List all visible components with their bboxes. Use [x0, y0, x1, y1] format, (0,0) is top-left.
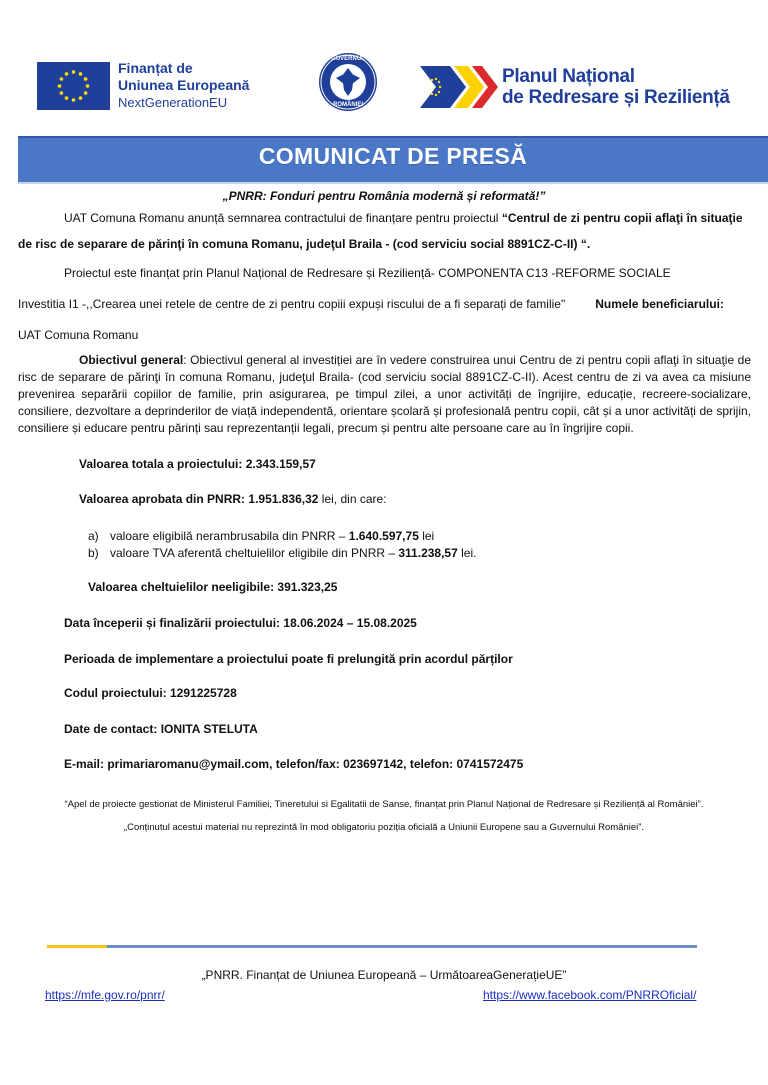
approved-value-label: Valoarea aprobata din PNRR:	[79, 492, 249, 506]
eu-line2: Uniunea Europeană	[118, 77, 250, 93]
press-subtitle: „PNRR: Fonduri pentru România modernă și reformată!”	[222, 189, 546, 203]
list-item	[88, 528, 476, 545]
ineligible-value-line	[88, 580, 337, 594]
list-item-suffix: lei	[418, 529, 435, 543]
dates-label: Data începerii și finalizării proiectului:	[64, 616, 284, 630]
project-dates-line	[64, 616, 417, 630]
pnrr-line1: Planul Național	[502, 66, 635, 87]
dates-value: 18.06.2024 – 15.08.2025	[283, 616, 417, 630]
intro-text: UAT Comuna Romanu anunță semnarea contractului de finanțare pentru proiectul	[64, 211, 502, 225]
contact-line	[64, 722, 258, 736]
code-value: 1291225728	[170, 686, 237, 700]
banner-title: COMUNICAT DE PRESĂ	[258, 143, 528, 169]
footer-divider-accent	[47, 945, 107, 948]
facebook-pnrr-link[interactable]: https://www.facebook.com/PNRROficial/	[483, 988, 697, 1002]
objective-label: Obiectivul general	[79, 353, 184, 367]
approved-value: 1.951.836,32	[248, 492, 319, 506]
gov-seal-top-text: GUVERNUL	[331, 56, 365, 62]
footer-divider	[47, 945, 697, 948]
list-marker: b)	[88, 546, 99, 560]
financing-paragraph	[18, 258, 753, 351]
list-item-text: valoare eligibilă nerambrusabila din PNRR –	[110, 529, 349, 543]
ineligible-label: Valoarea cheltuielilor neeligibile:	[88, 580, 278, 594]
mfe-pnrr-link[interactable]: https://mfe.gov.ro/pnrr/	[45, 988, 165, 1002]
footer-slogan: „PNRR. Finanțat de Uniunea Europeană – UrmătoareaGenerațieUE”	[201, 968, 567, 982]
list-item-value: 311.238,57	[398, 546, 458, 560]
total-value-label: Valoarea totala a proiectului:	[79, 457, 246, 471]
beneficiary-label: Numele beneficiarului:	[595, 297, 724, 311]
email-phone-line: E-mail: primariaromanu@ymail.com, telefon/fax: 023697142, telefon: 0741572475	[64, 757, 524, 771]
call-note: “Apel de proiecte gestionat de Ministerul Familiei, Tineretului si Egalitatii de Sanse, finanțat prin Planul Național de Redresare și Reziliență al României”.	[64, 799, 704, 810]
approved-breakdown-list	[88, 528, 476, 562]
pnrr-logo-text	[502, 66, 730, 108]
financing-investment: Investitia I1 -,,Crearea unei retele de centre de zi pentru copiii expuși riscului de a fi separați de familie"	[18, 297, 566, 311]
beneficiary-value: UAT Comuna Romanu	[18, 328, 139, 342]
ineligible-value: 391.323,25	[277, 580, 338, 594]
eu-line3: NextGenerationEU	[118, 95, 228, 110]
financing-line1	[18, 258, 753, 289]
press-release-banner	[18, 136, 768, 184]
objective-paragraph	[18, 352, 751, 437]
eu-line1: Finanțat de	[118, 60, 193, 76]
gov-seal-bottom-text: ROMÂNIEI	[333, 102, 363, 108]
financing-line3	[18, 320, 753, 351]
approved-suffix: lei, din care:	[318, 492, 387, 506]
pnrr-logo-icon	[420, 66, 498, 108]
disclaimer-note: „Conținutul acestui material nu reprezintă în mod obligatoriu poziția oficială a Uniunii Europene sau a Guvernului României”.	[123, 822, 645, 833]
list-item-text: valoare TVA aferentă cheltuielilor eligibile din PNRR –	[110, 546, 399, 560]
code-label: Codul proiectului:	[64, 686, 170, 700]
list-item	[88, 545, 476, 562]
total-value-line	[79, 457, 316, 471]
gov-seal-text	[318, 52, 378, 112]
financing-line2	[18, 289, 753, 320]
list-item-value: 1.640.597,75	[348, 529, 419, 543]
project-title: “Centrul de zi pentru copii aflaţi în situaţie de risc de separare de părinţi în comuna Romanu, judeţul Braila - (cod serviciu social 8891CZ-C-II) “.	[18, 211, 743, 251]
total-value: 2.343.159,57	[245, 457, 316, 471]
contact-label: Date de contact:	[64, 722, 161, 736]
list-marker: a)	[88, 529, 99, 543]
list-item-suffix: lei.	[457, 546, 477, 560]
project-code-line	[64, 686, 237, 700]
eu-flag-icon	[37, 62, 110, 110]
objective-text: : Obiectivul general al investiției are în vedere construirea unui Centru de zi pentru copii aflaţi în situaţie de risc de separare de părinţi în comuna Romanu, judeţul Braila- (cod serviciu social 8891CZ-C-II). Acest centru de zi va avea ca misiune prevenirea separării copiilor de familie, prin asigurarea, pe timpul zilei, a unor activități de îngrijire, educație, recreere-socializare, consiliere, dezvoltare a deprinderilor de viață independentă, orientare școlară și profesională pentru copii, cât și a unor activități de sprijin, consiliere și educare pentru părinți sau reprezentanții legali, precum și pentru alte persoane care au în îngrijire copii.	[18, 353, 751, 435]
financing-component: Proiectul este finanțat prin Planul Național de Redresare și Reziliență- COMPONENTA C13 -REFORME SOCIALE	[64, 266, 671, 280]
intro-paragraph	[18, 205, 753, 257]
approved-value-line	[79, 492, 387, 506]
extension-note: Perioada de implementare a proiectului poate fi prelungită prin acordul părților	[64, 652, 513, 666]
pnrr-line2: de Redresare și Reziliență	[502, 87, 730, 108]
eu-funding-label	[118, 60, 249, 111]
contact-value: IONITA STELUTA	[160, 722, 258, 736]
